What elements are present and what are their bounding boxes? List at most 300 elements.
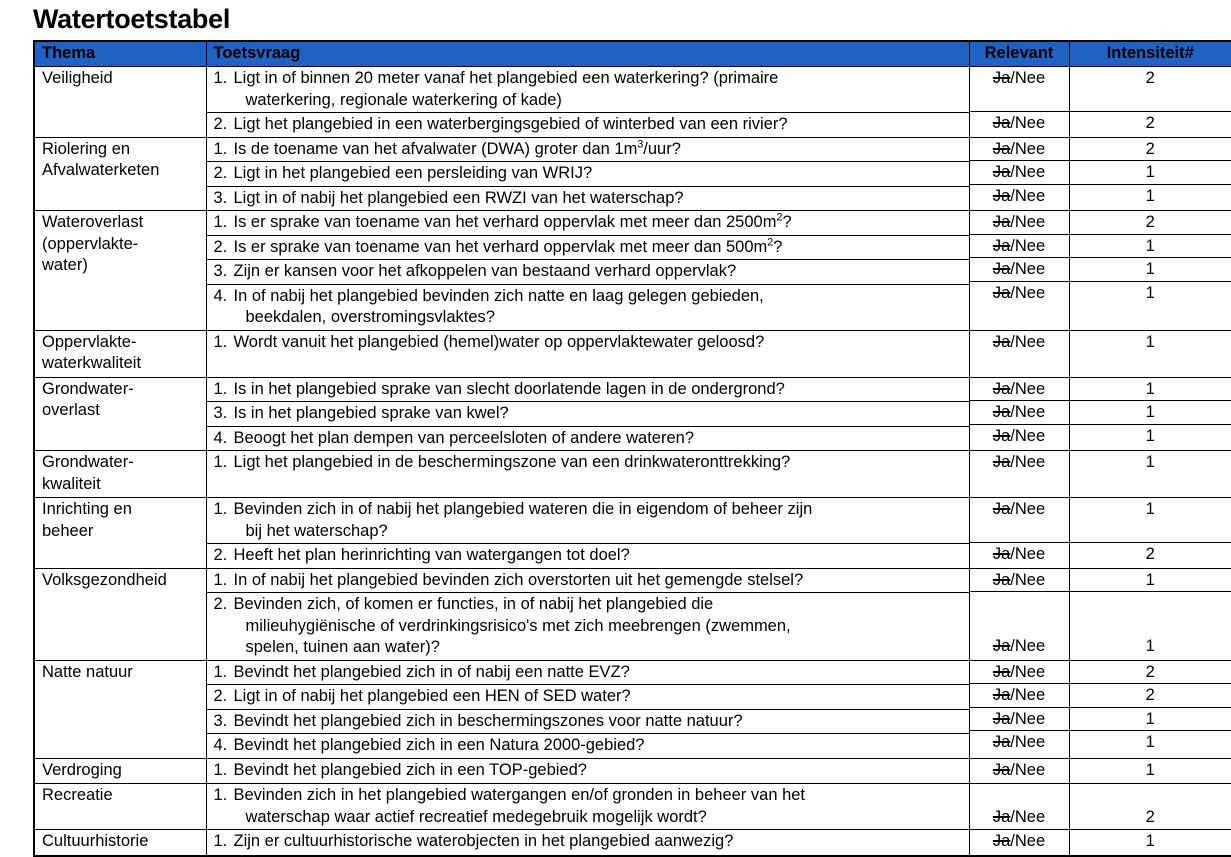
watertoets-table [33, 40, 1231, 857]
nee-option[interactable]: Nee [1015, 403, 1045, 421]
relevant-value[interactable] [970, 425, 1069, 449]
question-row [207, 331, 969, 376]
thema-label: (oppervlakte- [42, 234, 202, 256]
toetsvraag-cell [206, 137, 969, 211]
intensiteit-cell [1069, 137, 1231, 211]
question-text-continuation: bij het waterschap? [234, 521, 961, 543]
thema-label: Natte natuur [42, 662, 202, 684]
intensiteit-value [1070, 401, 1231, 425]
relevant-cell [969, 660, 1069, 758]
thema-label: Oppervlakte- [42, 332, 202, 354]
question-text: Ligt in of nabij het plangebied een HEN of SED water? [234, 686, 961, 708]
intensiteit-number: 1 [1070, 426, 1231, 448]
relevant-value[interactable] [970, 661, 1069, 685]
nee-option[interactable]: Nee [1015, 832, 1045, 850]
thema-cell [34, 137, 206, 211]
question-number: 1. [214, 785, 234, 807]
option-separator: / [1010, 761, 1015, 779]
question-text: Is de toename van het afvalwater (DWA) groter dan $1m^3$/uur? [234, 139, 961, 161]
question-row [207, 211, 969, 236]
question-text: Bevindt het plangebied zich in een TOP-gebied? [234, 760, 961, 782]
toetsvraag-cell [206, 67, 969, 138]
option-separator: / [1010, 571, 1015, 589]
relevant-value[interactable] [970, 684, 1069, 708]
ja-option-strikethrough[interactable]: Ja [993, 637, 1010, 655]
intensiteit-value [1070, 498, 1231, 543]
intensiteit-value [1070, 258, 1231, 282]
toetsvraag-cell [206, 451, 969, 498]
table-row [34, 568, 1231, 660]
nee-option[interactable]: Nee [1015, 213, 1045, 231]
question-text: Ligt het plangebied in de beschermingszone van een drinkwateronttrekking? [234, 452, 961, 495]
option-separator: / [1010, 213, 1015, 231]
relevant-value[interactable] [970, 830, 1069, 854]
question-text: Is er sprake van toename van het verhard oppervlak met meer dan $500m^2$? [234, 237, 961, 259]
question-row [207, 830, 969, 854]
thema-label: waterkwaliteit [42, 353, 202, 375]
page-title: Watertoetstabel [33, 3, 1231, 35]
option-separator: / [1010, 163, 1015, 181]
ja-option-strikethrough[interactable]: Ja [993, 710, 1010, 728]
toetsvraag-cell [206, 330, 969, 377]
question-text: Is er sprake van toename van het verhard oppervlak met meer dan $2500m^2$? [234, 212, 961, 234]
question-row [207, 593, 969, 660]
question-number: 2. [214, 686, 234, 708]
question-number: 1. [214, 452, 234, 474]
nee-option[interactable]: Nee [1015, 571, 1045, 589]
relevant-value[interactable] [970, 498, 1069, 543]
ja-option-strikethrough[interactable]: Ja [993, 403, 1010, 421]
ja-option-strikethrough[interactable]: Ja [993, 237, 1010, 255]
question-list [207, 759, 969, 783]
table-header [34, 41, 1231, 67]
question-list [207, 569, 969, 660]
thema-label: kwaliteit [42, 474, 202, 496]
question-text-continuation: spelen, tuinen aan water)? [234, 637, 961, 659]
ja-option-strikethrough[interactable]: Ja [993, 140, 1010, 158]
intensiteit-number: 1 [1070, 259, 1231, 281]
intensiteit-value [1070, 708, 1231, 732]
question-row [207, 759, 969, 783]
ja-option-strikethrough[interactable]: Ja [993, 761, 1010, 779]
ja-option-strikethrough[interactable]: Ja [993, 686, 1010, 704]
question-row [207, 710, 969, 735]
question-row [207, 402, 969, 427]
option-separator: / [1010, 237, 1015, 255]
intensiteit-cell [1069, 568, 1231, 660]
relevant-value[interactable] [970, 451, 1069, 496]
question-row [207, 685, 969, 710]
option-separator: / [1010, 260, 1015, 278]
ja-option-strikethrough[interactable]: Ja [993, 260, 1010, 278]
option-separator: / [1010, 187, 1015, 205]
intensiteit-number: 1 [1070, 732, 1231, 754]
thema-cell [34, 498, 206, 569]
ja-option-strikethrough[interactable]: Ja [993, 69, 1010, 87]
nee-option[interactable]: Nee [1015, 237, 1045, 255]
toetsvraag-cell [206, 830, 969, 856]
intensiteit-value [1070, 211, 1231, 235]
question-text-continuation [234, 474, 961, 496]
ja-option-strikethrough[interactable]: Ja [993, 663, 1010, 681]
question-text: Heeft het plan herinrichting van watergangen tot doel? [234, 545, 961, 567]
intensiteit-cell [1069, 330, 1231, 377]
intensiteit-number: 1 [1070, 402, 1231, 424]
column-header-thema: Thema [34, 41, 206, 67]
intensiteit-value [1070, 425, 1231, 449]
question-row [207, 285, 969, 330]
intensiteit-cell [1069, 377, 1231, 451]
question-number: 3. [214, 261, 234, 283]
toetsvraag-cell [206, 660, 969, 758]
question-text: Bevinden zich, of komen er functies, in of nabij het plangebied die milieuhygiënische of verdrinkingsrisico's met zich meebrengen (zwemmen, spelen, tuinen aan water)? [234, 594, 961, 659]
nee-option[interactable]: Nee [1015, 663, 1045, 681]
question-number: 3. [214, 711, 234, 733]
option-separator: / [1010, 69, 1015, 87]
option-separator: / [1010, 427, 1015, 445]
relevant-value[interactable] [970, 708, 1069, 732]
intensiteit-value [1070, 185, 1231, 209]
intensiteit-number: 2 [1070, 68, 1231, 90]
intensiteit-number: 1 [1070, 760, 1231, 782]
thema-label: Riolering en Afvalwaterketen [42, 139, 202, 182]
nee-option[interactable]: Nee [1015, 733, 1045, 751]
option-separator: / [1010, 545, 1015, 563]
superscript: 3 [637, 138, 643, 150]
ja-option-strikethrough[interactable]: Ja [993, 571, 1010, 589]
intensiteit-value [1070, 451, 1231, 496]
nee-option[interactable]: Nee [1015, 163, 1045, 181]
nee-option[interactable]: Nee [1015, 808, 1045, 826]
question-number: 1. [214, 212, 234, 234]
thema-cell [34, 784, 206, 830]
question-list [207, 211, 969, 330]
question-number: 2. [214, 594, 234, 616]
ja-option-strikethrough[interactable]: Ja [993, 187, 1010, 205]
intensiteit-number: 2 [1070, 113, 1231, 135]
thema-label: Recreatie [42, 785, 202, 807]
question-text: Is in het plangebied sprake van slecht doorlatende lagen in de ondergrond? [234, 379, 961, 401]
intensiteit-number: 1 [1070, 162, 1231, 184]
relevant-value[interactable] [970, 112, 1069, 136]
option-separator: / [1010, 808, 1015, 826]
nee-option[interactable]: Nee [1015, 427, 1045, 445]
toetsvraag-cell [206, 211, 969, 331]
question-text: Is in het plangebied sprake van kwel? [234, 403, 961, 425]
question-row [207, 569, 969, 594]
toetsvraag-cell [206, 498, 969, 569]
thema-label: Verdroging [42, 760, 202, 782]
question-number: 1. [214, 662, 234, 684]
intensiteit-number: 2 [1070, 544, 1231, 566]
intensiteit-value [1070, 759, 1231, 783]
question-row [207, 734, 969, 758]
column-header-relevant: Relevant [969, 41, 1069, 67]
option-separator: / [1010, 140, 1015, 158]
intensiteit-number: 1 [1070, 236, 1231, 258]
relevant-cell [969, 758, 1069, 784]
nee-option[interactable]: Nee [1015, 114, 1045, 132]
thema-label: Grondwater- [42, 452, 202, 474]
question-row [207, 260, 969, 285]
question-list [207, 378, 969, 451]
question-text-continuation: waterschap waar actief recreatief medegebruik mogelijk wordt? [234, 807, 961, 829]
nee-option[interactable]: Nee [1015, 710, 1045, 728]
question-text: Bevinden zich in of nabij het plangebied wateren die in eigendom of beheer zijn bij het waterschap? [234, 499, 961, 542]
question-list [207, 138, 969, 211]
relevant-value[interactable] [970, 784, 1069, 829]
ja-option-strikethrough[interactable]: Ja [993, 808, 1010, 826]
ja-option-strikethrough[interactable]: Ja [993, 333, 1010, 351]
option-separator: / [1010, 500, 1015, 518]
nee-option[interactable]: Nee [1015, 69, 1045, 87]
question-number: 2. [214, 545, 234, 567]
relevant-value[interactable] [970, 185, 1069, 209]
toetsvraag-cell [206, 758, 969, 784]
intensiteit-value [1070, 661, 1231, 685]
thema-label: Volksgezondheid [42, 570, 202, 592]
relevant-cell [969, 377, 1069, 451]
nee-option[interactable]: Nee [1015, 140, 1045, 158]
option-separator: / [1010, 663, 1015, 681]
question-number: 1. [214, 68, 234, 90]
question-number: 1. [214, 499, 234, 521]
nee-option[interactable]: Nee [1015, 333, 1045, 351]
table-row [34, 498, 1231, 569]
question-row [207, 187, 969, 211]
ja-option-strikethrough[interactable]: Ja [993, 380, 1010, 398]
intensiteit-value [1070, 112, 1231, 136]
thema-cell [34, 377, 206, 451]
nee-option[interactable]: Nee [1015, 284, 1045, 302]
question-number: 3. [214, 188, 234, 210]
intensiteit-cell [1069, 830, 1231, 856]
question-list [207, 67, 969, 137]
question-row [207, 784, 969, 829]
table-body [34, 67, 1231, 856]
question-list [207, 830, 969, 854]
question-text: Bevindt het plangebied zich in een Natura 2000-gebied? [234, 735, 961, 757]
nee-option[interactable]: Nee [1015, 545, 1045, 563]
toetsvraag-cell [206, 568, 969, 660]
intensiteit-cell [1069, 660, 1231, 758]
question-text: In of nabij het plangebied bevinden zich overstorten uit het gemengde stelsel? [234, 570, 961, 592]
ja-option-strikethrough[interactable]: Ja [993, 213, 1010, 231]
question-number: 2. [214, 163, 234, 185]
table-row [34, 830, 1231, 856]
thema-cell [34, 758, 206, 784]
intensiteit-number: 1 [1070, 332, 1231, 354]
relevant-cell [969, 137, 1069, 211]
thema-label: Inrichting en [42, 499, 202, 521]
option-separator: / [1010, 832, 1015, 850]
question-list [207, 661, 969, 758]
question-number: 1. [214, 570, 234, 592]
intensiteit-cell [1069, 498, 1231, 569]
relevant-cell [969, 451, 1069, 498]
ja-option-strikethrough[interactable]: Ja [993, 453, 1010, 471]
ja-option-strikethrough[interactable]: Ja [993, 500, 1010, 518]
question-row [207, 427, 969, 451]
intensiteit-value [1070, 830, 1231, 854]
thema-cell [34, 67, 206, 138]
relevant-value[interactable] [970, 543, 1069, 567]
question-row [207, 138, 969, 163]
toetsvraag-cell [206, 377, 969, 451]
nee-option[interactable]: Nee [1015, 686, 1045, 704]
table-row [34, 451, 1231, 498]
table-row [34, 377, 1231, 451]
question-number: 4. [214, 735, 234, 757]
option-separator: / [1010, 403, 1015, 421]
nee-option[interactable]: Nee [1015, 187, 1045, 205]
intensiteit-cell [1069, 211, 1231, 331]
table-row [34, 67, 1231, 138]
ja-option-strikethrough[interactable]: Ja [993, 427, 1010, 445]
table-row [34, 211, 1231, 331]
nee-option[interactable]: Nee [1015, 380, 1045, 398]
table-row [34, 137, 1231, 211]
question-number: 1. [214, 760, 234, 782]
relevant-value[interactable] [970, 161, 1069, 185]
intensiteit-cell [1069, 67, 1231, 138]
table-row [34, 660, 1231, 758]
intensiteit-value [1070, 138, 1231, 162]
intensiteit-number: 2 [1070, 212, 1231, 234]
question-number: 4. [214, 428, 234, 450]
relevant-cell [969, 784, 1069, 830]
watertoets-page [0, 3, 1231, 852]
intensiteit-value [1070, 331, 1231, 376]
question-text: Beoogt het plan dempen van perceelsloten of andere wateren? [234, 428, 961, 450]
question-number: 3. [214, 403, 234, 425]
thema-cell [34, 660, 206, 758]
ja-option-strikethrough[interactable]: Ja [993, 733, 1010, 751]
relevant-value[interactable] [970, 592, 1069, 659]
ja-option-strikethrough[interactable]: Ja [993, 832, 1010, 850]
question-text: Bevindt het plangebied zich in beschermingszones voor natte natuur? [234, 711, 961, 733]
toetsvraag-cell [206, 784, 969, 830]
option-separator: / [1010, 733, 1015, 751]
ja-option-strikethrough[interactable]: Ja [993, 545, 1010, 563]
option-separator: / [1010, 710, 1015, 728]
ja-option-strikethrough[interactable]: Ja [993, 284, 1010, 302]
thema-label: Grondwater- [42, 379, 202, 401]
question-number: 4. [214, 286, 234, 308]
relevant-value[interactable] [970, 401, 1069, 425]
intensiteit-number: 2 [1070, 662, 1231, 684]
question-text: Ligt in of binnen 20 meter vanaf het plangebied een waterkering? (primaire waterkering, regionale waterkering of kade) [234, 68, 961, 111]
intensiteit-number: 1 [1070, 709, 1231, 731]
intensiteit-value [1070, 67, 1231, 112]
relevant-value[interactable] [970, 759, 1069, 783]
nee-option[interactable]: Nee [1015, 260, 1045, 278]
option-separator: / [1010, 333, 1015, 351]
thema-label: Veiligheid [42, 68, 202, 90]
column-header-toetsvraag: Toetsvraag [206, 41, 969, 67]
question-list [207, 331, 969, 376]
intensiteit-number: 1 [1070, 186, 1231, 208]
intensiteit-cell [1069, 451, 1231, 498]
question-text-continuation: waterkering, regionale waterkering of kade) [234, 90, 961, 112]
question-text: Ligt het plangebied in een waterbergingsgebied of winterbed van een rivier? [234, 114, 961, 136]
question-text-continuation: milieuhygiënische of verdrinkingsrisico's met zich meebrengen (zwemmen, [234, 616, 961, 638]
question-text: Wordt vanuit het plangebied (hemel)water op oppervlaktewater geloosd? [234, 332, 961, 375]
relevant-value[interactable] [970, 235, 1069, 259]
option-separator: / [1010, 284, 1015, 302]
intensiteit-cell [1069, 758, 1231, 784]
intensiteit-value [1070, 569, 1231, 593]
relevant-value[interactable] [970, 378, 1069, 402]
intensiteit-value [1070, 161, 1231, 185]
relevant-cell [969, 211, 1069, 331]
relevant-cell [969, 568, 1069, 660]
nee-option[interactable]: Nee [1015, 453, 1045, 471]
table-row [34, 330, 1231, 377]
option-separator: / [1010, 637, 1015, 655]
nee-option[interactable]: Nee [1015, 761, 1045, 779]
question-row [207, 236, 969, 261]
intensiteit-value [1070, 784, 1231, 829]
relevant-value[interactable] [970, 211, 1069, 235]
relevant-value[interactable] [970, 282, 1069, 327]
intensiteit-number: 1 [1070, 452, 1231, 474]
relevant-value[interactable] [970, 138, 1069, 162]
thema-cell [34, 211, 206, 331]
question-list [207, 498, 969, 568]
question-text: Bevinden zich in het plangebied watergangen en/of gronden in beheer van het waterschap waar actief recreatief medegebruik mogelijk wordt? [234, 785, 961, 828]
relevant-value[interactable] [970, 258, 1069, 282]
thema-cell [34, 330, 206, 377]
ja-option-strikethrough[interactable]: Ja [993, 114, 1010, 132]
relevant-value[interactable] [970, 331, 1069, 376]
question-number: 1. [214, 379, 234, 401]
intensiteit-number: 2 [1070, 807, 1231, 829]
option-separator: / [1010, 453, 1015, 471]
question-text: Bevindt het plangebied zich in of nabij een natte EVZ? [234, 662, 961, 684]
intensiteit-cell [1069, 784, 1231, 830]
relevant-value[interactable] [970, 569, 1069, 593]
superscript: 2 [776, 212, 782, 224]
question-text-continuation [234, 353, 961, 375]
thema-label: Wateroverlast [42, 212, 202, 234]
thema-label: overlast [42, 400, 202, 422]
question-row [207, 162, 969, 187]
nee-option[interactable]: Nee [1015, 500, 1045, 518]
relevant-value[interactable] [970, 67, 1069, 112]
intensiteit-number: 1 [1070, 379, 1231, 401]
intensiteit-value [1070, 282, 1231, 327]
nee-option[interactable]: Nee [1015, 637, 1045, 655]
question-number: 1. [214, 139, 234, 161]
intensiteit-value [1070, 684, 1231, 708]
question-text: Zijn er cultuurhistorische waterobjecten in het plangebied aanwezig? [234, 831, 961, 853]
ja-option-strikethrough[interactable]: Ja [993, 163, 1010, 181]
thema-label: Cultuurhistorie [42, 831, 202, 853]
option-separator: / [1010, 380, 1015, 398]
relevant-value[interactable] [970, 731, 1069, 755]
intensiteit-value [1070, 543, 1231, 567]
relevant-cell [969, 67, 1069, 138]
thema-cell [34, 568, 206, 660]
option-separator: / [1010, 114, 1015, 132]
table-row [34, 758, 1231, 784]
thema-label: beheer [42, 521, 202, 543]
thema-cell [34, 451, 206, 498]
question-row [207, 378, 969, 403]
superscript: 2 [767, 236, 773, 248]
intensiteit-value [1070, 731, 1231, 755]
